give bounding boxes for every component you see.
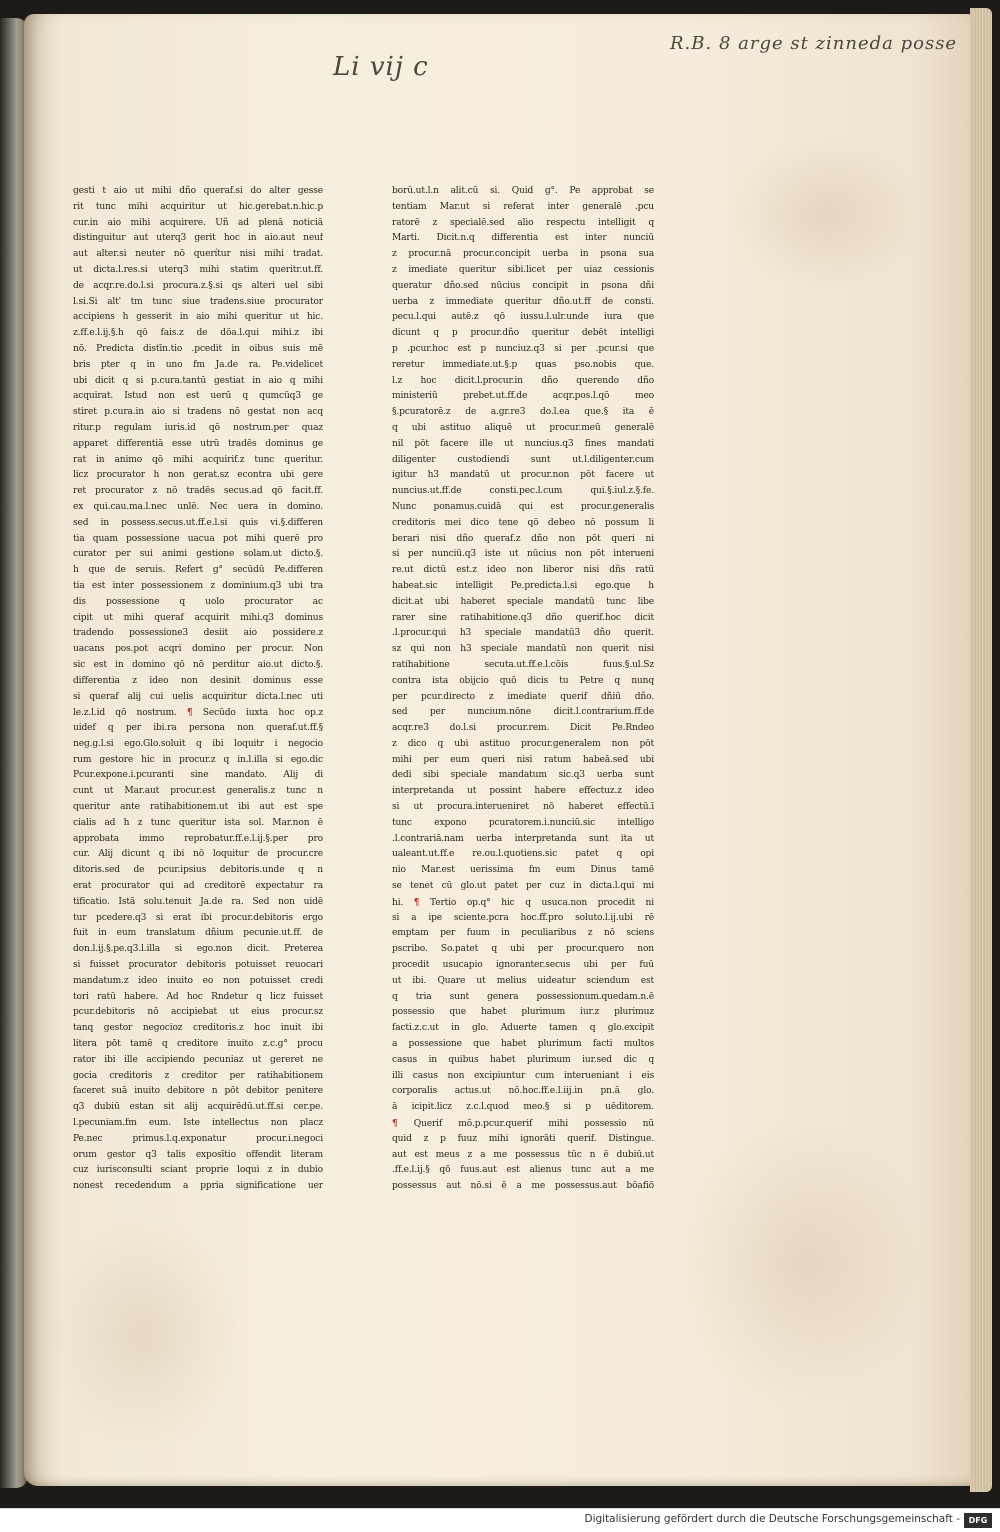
text-line: cur. Alij dicunt q ibi nō loquitur de procur.cre xyxy=(73,849,323,860)
text-line: quid z p fuuz mihi ignorāti querif. Distingue. xyxy=(392,1133,654,1144)
text-line: de acqr.re.do.l.si procura.z.§.si qs alteri uel sibi xyxy=(73,280,323,291)
text-line: ratihabitione secuta.ut.ff.e.l.cōis fuus.§.ul.Sz xyxy=(392,659,654,670)
text-line: rarer sine ratihabitione.q3 dño querif.hoc dicit xyxy=(392,612,654,623)
text-line: rat in animo qō mihi acquirif.z tunc queritur. xyxy=(73,454,323,465)
text-line: pecu.l.qui autē.z qō iussu.l.ulr.unde iura que xyxy=(392,312,654,323)
text-line: interpretanda ut possint habere effectuz.z ideo xyxy=(392,786,654,797)
text-line: sed in possess.secus.ut.ff.e.l.si quis vi.§.differen xyxy=(73,517,323,528)
text-line: queratur dño.sed nūcius concipit in psona dñi xyxy=(392,280,654,291)
text-line: Pe.nec primus.l.q.exponatur procur.i.negoci xyxy=(73,1133,323,1144)
text-line: nil pōt facere ille ut nuncius.q3 fines mandati xyxy=(392,438,654,449)
text-line: creditoris mei dico tene qō debeo nō possum li xyxy=(392,517,654,528)
paper-stain xyxy=(674,1114,934,1414)
text-line: dicunt q p procur.dño queritur debēt intelligi xyxy=(392,328,654,339)
text-line: distinguitur aut uterq3 gerit hoc in aio.aut neuf xyxy=(73,233,323,244)
text-line: dis possessione q uolo procurator ac xyxy=(73,596,323,607)
text-line: sed per nuncium.nōne dicit.l.contrarium.ff.de xyxy=(392,707,654,718)
paper-stain xyxy=(44,1214,244,1454)
text-line: reretur immediate.ut.§.p quas pso.nobis que. xyxy=(392,359,654,370)
text-line: Nunc ponamus.cuidā qui est procur.generalis xyxy=(392,501,654,512)
text-line: rum gestore hic in procur.z q in.l.illa si ego.dic xyxy=(73,754,323,765)
paragraph-mark: ¶ xyxy=(392,1118,398,1130)
text-line: mandatum.z ideo inuito eo non potuisset credi xyxy=(73,975,323,986)
text-line: procedit usucapio ignoranter.secus ubi per fuū xyxy=(392,960,654,971)
text-line: casus in quibus habet plurimum iur.sed dic q xyxy=(392,1054,654,1065)
text-line: per pcur.directo z imediate querif dñiū dño. xyxy=(392,691,654,702)
text-line: pscribo. So.patet q ubi per procur.quero non xyxy=(392,944,654,955)
text-line: z procur.nā procur.concipit uerba in psona sua xyxy=(392,249,654,260)
paper-stain xyxy=(724,134,924,294)
text-line: queritur ante ratihabitionem.ut ibi aut est spe xyxy=(73,802,323,813)
text-line: gocia creditoris z creditor per ratihabitionem xyxy=(73,1070,323,1081)
text-line: tia quam possessione uacua pot mihi querē pro xyxy=(73,533,323,544)
text-line: habeat.sic intelligit Pe.predicta.l.si ego.que h xyxy=(392,580,654,591)
text-line: ut dicta.l.res.si uterq3 mihi statim queritr.ut.ff. xyxy=(73,264,323,275)
text-line: berari nisi dño queraf.z dño non pōt queri ni xyxy=(392,533,654,544)
text-line: l.si.Si alt' tm tunc siue tradens.siue procurator xyxy=(73,296,323,307)
text-line: tentiam Mar.ut si referat inter generalē .pcu xyxy=(392,201,654,212)
text-line: tanq gestor negocioz creditoris.z hoc inuit ibi xyxy=(73,1023,323,1034)
text-line: se tenet cū glo.ut patet per cuz in dicta.l.qui mi xyxy=(392,881,654,892)
text-line: cuz iurisconsulti sciant proprie loqui z in dubio xyxy=(73,1165,323,1176)
text-line: .l.procur.qui h3 speciale mandatū3 dño querit. xyxy=(392,628,654,639)
text-line: ret procurator z nō tradēs secus.ad qō facit.ff. xyxy=(73,486,323,497)
text-line: ualeant.ut.ff.e re.ou.l.quotiens.sic patet q opi xyxy=(392,849,654,860)
text-line: dedi sibi speciale mandatum sic.q3 uerba sunt xyxy=(392,770,654,781)
text-line: cipit ut mihi queraf acquirit mihi.q3 dominus xyxy=(73,612,323,623)
text-line: accipiens h gesserit in aio mihi queritur ut hic. xyxy=(73,312,323,323)
text-line: rit tunc mihi acquiritur ut hic.gerebat.n.hic.p xyxy=(73,201,323,212)
footer-bar xyxy=(0,1508,1000,1532)
text-line: re.ut dictū est.z ideo non liberor nisi dñs ratū xyxy=(392,565,654,576)
paragraph-mark: ¶ xyxy=(413,896,420,908)
text-line: hi. ¶ Tertio op.q° hic q usuca.non procedit ni xyxy=(392,896,654,908)
text-line: ministeriū prebet.ut.ff.de acqr.pos.l.qō meo xyxy=(392,391,654,402)
text-line: tradendo possessione3 desiit aio possidere.z xyxy=(73,628,323,639)
text-line: Pcur.expone.i.pcuranti sine mandato. Alij di xyxy=(73,770,323,781)
text-line: borū.ut.l.n alit.cū si. Quid g°. Pe approbat se xyxy=(392,186,654,196)
text-line: ā icipit.licz z.c.l.quod meo.§ si p uēditorem. xyxy=(392,1102,654,1113)
text-line: aut alter.si neuter nō querítur nisi mihi tradat. xyxy=(73,249,323,260)
text-line: acquirat. Istud non est uerū q qumcūq3 ge xyxy=(73,391,323,402)
text-line: l.z hoc dicit.l.procur.in dño querendo dño xyxy=(392,375,654,386)
text-line: sic est in domino qō nō perditur aio.ut dicto.§. xyxy=(73,659,323,670)
text-line: orum gestor q3 talis exposītio offendit literam xyxy=(73,1149,323,1160)
paragraph-mark: ¶ xyxy=(186,707,193,719)
text-line: si ut procura.interueniret nō haberet effectū.ī xyxy=(392,802,654,813)
text-line: nonest recedendum a ppria significatione uer xyxy=(73,1181,323,1192)
text-line: erat procurator qui ad creditorē expectatur ra xyxy=(73,881,323,892)
text-line: ratorē z specialē.sed alio respectu intelligit q xyxy=(392,217,654,228)
text-line: tunc expono pcuratorem.i.nunciū.sic intelligo xyxy=(392,817,654,828)
text-line: faceret suā inuito debitore n pōt debitor penitere xyxy=(73,1086,323,1097)
text-line: mihi per eum queri nisi ratum habeā.sed ubi xyxy=(392,754,654,765)
text-line: acqr.re3 do.l.si procur.rem. Dicit Pe.Rndeo xyxy=(392,723,654,734)
text-line: si queraf alij cui uelis acquiritur dicta.l.nec uti xyxy=(73,691,323,702)
text-line: dicit.at ubi haberet speciale mandatū tunc libe xyxy=(392,596,654,607)
text-line: z dico q ubi astituo procur.generalem non pōt xyxy=(392,738,654,749)
text-line: curator per sui animi gestione solam.ut dicto.§. xyxy=(73,549,323,560)
text-line: cunt ut Mar.aut procur.est generalis.z tunc n xyxy=(73,786,323,797)
text-line: si per nunciū.q3 iste ut nūcius non pōt interueni xyxy=(392,549,654,560)
text-line: nuncius.ut.ff.de consti.pec.l.cum qui.§.iul.z.§.fe. xyxy=(392,486,654,497)
text-line: illi casus non excipiuntur cum interueniant i eis xyxy=(392,1070,654,1081)
text-line: l.pecuniam.fm eum. Iste intellectus non placz xyxy=(73,1118,323,1129)
text-column-right xyxy=(392,184,654,1195)
text-line: sz qui non h3 speciale mandatū non querit nisi xyxy=(392,644,654,655)
text-line: contra ista obijcio quō dicis tu Petre q nunq xyxy=(392,675,654,686)
text-line: emptam per fuum in peculiaribus z nō sciens xyxy=(392,928,654,939)
text-column-left xyxy=(73,184,323,1195)
text-line: .l.contrariā.nam uerba interpretanda sunt ita ut xyxy=(392,833,654,844)
text-line: cialis ad h z tunc queritur ista sol. Mar.non ē xyxy=(73,817,323,828)
text-line: litera pōt tamē q creditore inuito z.c.g° procu xyxy=(73,1039,323,1050)
text-line: fuit in eum translatum dñium pecunie.ut.ff. de xyxy=(73,928,323,939)
footer-credit: Digitalisierung gefördert durch die Deutsche Forschungsgemeinschaft - xyxy=(584,1513,960,1525)
text-line: q3 dubiū estan sit alij acquirēdū.ut.ff.si cer.pe. xyxy=(73,1102,323,1113)
text-line: ubi dicit q si p.cura.tantū gestiat in aio q mihi xyxy=(73,375,323,386)
text-line: h que de seruis. Refert g° secūdū Pe.differen xyxy=(73,565,323,576)
text-line: rator ibi ille accipiendo pecuniaz ut gereret ne xyxy=(73,1054,323,1065)
text-line: bris pter q in uno fm Ja.de ra. Pe.videlicet xyxy=(73,359,323,370)
text-line: facti.z.c.ut in glo. Aduerte tamen q glo.excipit xyxy=(392,1023,654,1034)
text-line: Marti. Dicit.n.q differentia est inter nunciū xyxy=(392,233,654,244)
text-line: nō. Predicta distīn.tio .pcedit in oibus suis mē xyxy=(73,343,323,354)
text-line: stiret p.cura.in aio si tradens nō gestat non acq xyxy=(73,407,323,418)
text-line: ritur.p regulam iuris.id qō nostrum.per quaz xyxy=(73,422,323,433)
text-line: diligenter custodiendi sunt ut.l.diligenter.cum xyxy=(392,454,654,465)
text-line: uerba z immediate queritur dño.ut.ff de consti. xyxy=(392,296,654,307)
page-edges-right xyxy=(970,8,992,1492)
text-line: corporalis actus.ut nō.hoc.ff.e.l.iij.in pn.ā glo. xyxy=(392,1086,654,1097)
text-line: possessio que habet plurimum iur.z plurimuz xyxy=(392,1007,654,1018)
text-line: tificatio. Istā solu.tenuit Ja.de ra. Sed non uidē xyxy=(73,896,323,907)
text-line: a possessione que habet plurimum facti multos xyxy=(392,1039,654,1050)
text-line: p .pcur.hoc est p nunciuz.q3 si per .pcur.si que xyxy=(392,343,654,354)
text-line: z.ff.e.l.ij.§.h qō fais.z de dōa.l.qui mihi.z ibi xyxy=(73,328,323,339)
text-line: ditoris.sed de pcur.ipsius debitoris.unde q n xyxy=(73,865,323,876)
text-line: cur.in aio mihi acquirere. Uñ ad plenā noticiā xyxy=(73,217,323,228)
text-line: don.l.ij.§.pe.q3.l.illa si ego.non dicit. Preterea xyxy=(73,944,323,955)
text-line: possessus aut nō.si ē a me possessus.aut bōafiō xyxy=(392,1181,654,1192)
text-line: ¶ Querif mō.p.pcur.querif mihi possessio nū xyxy=(392,1118,654,1130)
text-line: differentia z ideo non desinit dominus esse xyxy=(73,675,323,686)
text-line: tur pcedere.q3 si erat ibi procur.debitoris ergo xyxy=(73,912,323,923)
text-line: q ubi astituo aliquē ut procur.meū generalē xyxy=(392,422,654,433)
handwritten-annotation-right: R.B. 8 arge st zinneda posse xyxy=(670,33,958,54)
dfg-logo: DFG xyxy=(964,1513,992,1528)
text-line: neg.g.l.si ego.Glo.soluit q ibi loquitr i negocio xyxy=(73,738,323,749)
text-line: pcur.debitoris nō accipiebat ut eius procur.sz xyxy=(73,1007,323,1018)
text-line: aut est meus z a me possessus tūc n ē dubiū.ut xyxy=(392,1149,654,1160)
text-line: gesti t aio ut mihi dño queraf.si do alter gesse xyxy=(73,186,323,196)
text-line: approbata immo reprobatur.ff.e.l.ij.§.per pro xyxy=(73,833,323,844)
text-line: si a ipe sciente.pcra hoc.ff.pro soluto.l.ij.ubi rē xyxy=(392,912,654,923)
text-line: uacans pos.pot acqri domino per procur. Non xyxy=(73,644,323,655)
text-line: §.pcuratorē.z de a.gr.re3 do.l.ea que.§ ita ē xyxy=(392,407,654,418)
text-line: uidef q per ibi.ra persona non queraf.ut.ff.§ xyxy=(73,723,323,734)
text-line: apparet differentiā esse utrū tradēs dominus ge xyxy=(73,438,323,449)
text-line: igitur h3 mandatū ut procur.non pōt facere ut xyxy=(392,470,654,481)
text-line: ut ibi. Quare ut melius uideatur sciendum est xyxy=(392,975,654,986)
text-line: le.z.l.id qō nostrum. ¶ Secūdo iuxta hoc op.z xyxy=(73,707,323,719)
text-line: tori ratū habere. Ad hoc Rndetur q licz fuisset xyxy=(73,991,323,1002)
text-line: tia est inter possessionem z dominium.q3 ubi tra xyxy=(73,580,323,591)
text-line: q tria sunt genera possessionum.quedam.n.ē xyxy=(392,991,654,1002)
text-line: nio Mar.est uerissima fm eum Dinus tamē xyxy=(392,865,654,876)
text-line: ex qui.cau.ma.l.nec unlē. Nec uera in domino. xyxy=(73,501,323,512)
text-line: .ff.e.l.ij.§ qō fuus.aut est alienus tunc aut a me xyxy=(392,1165,654,1176)
text-line: z imediate queritur sibi.licet per uiaz cessionis xyxy=(392,264,654,275)
handwritten-annotation-top: Li vij c xyxy=(333,52,429,82)
text-line: si fuisset procurator debitoris potuisset reuocari xyxy=(73,960,323,971)
text-line: licz procurator h non gerat.sz econtra ubi gere xyxy=(73,470,323,481)
